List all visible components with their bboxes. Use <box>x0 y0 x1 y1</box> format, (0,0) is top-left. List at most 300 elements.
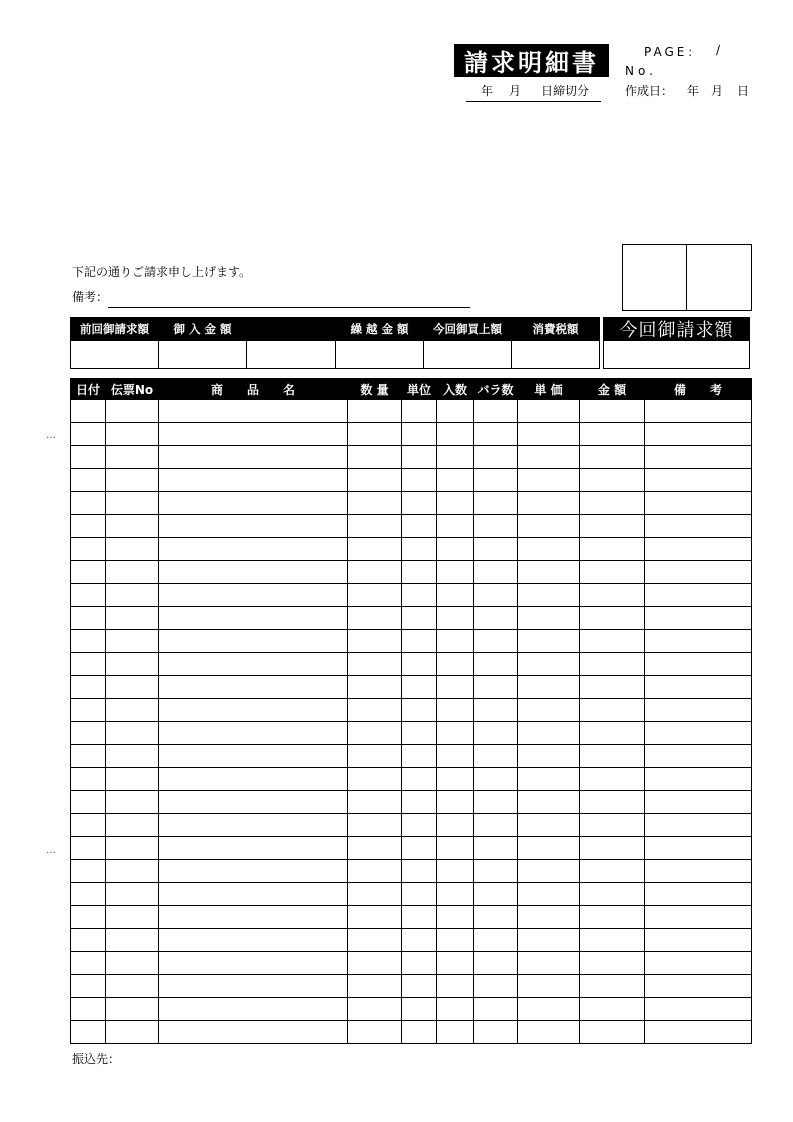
table-cell <box>71 676 106 699</box>
table-cell <box>106 906 159 929</box>
table-cell <box>106 561 159 584</box>
table-cell <box>348 630 402 653</box>
table-cell <box>518 722 580 745</box>
blank-cell <box>247 341 336 369</box>
table-cell <box>645 676 752 699</box>
total-billing-cell <box>603 341 750 369</box>
table-cell <box>437 906 474 929</box>
table-cell <box>518 952 580 975</box>
table-cell <box>71 975 106 998</box>
table-cell <box>71 906 106 929</box>
created-year-label: 年 <box>687 84 700 98</box>
table-row <box>71 837 752 860</box>
table-cell <box>71 860 106 883</box>
table-row <box>71 538 752 561</box>
table-cell <box>348 676 402 699</box>
table-cell <box>348 837 402 860</box>
table-cell <box>71 561 106 584</box>
table-cell <box>580 630 645 653</box>
table-cell <box>348 975 402 998</box>
table-cell <box>348 423 402 446</box>
table-cell <box>580 607 645 630</box>
table-cell <box>402 722 437 745</box>
table-cell <box>402 975 437 998</box>
table-cell <box>159 975 348 998</box>
table-cell <box>518 883 580 906</box>
table-cell <box>402 906 437 929</box>
carryover-header: 繰 越 金 額 <box>336 318 424 341</box>
table-row <box>71 630 752 653</box>
table-cell <box>474 929 518 952</box>
col-amount: 金 額 <box>580 379 645 400</box>
table-cell <box>518 423 580 446</box>
table-cell <box>159 515 348 538</box>
table-cell <box>474 538 518 561</box>
line-items-table <box>70 378 752 1044</box>
page-label: PAGE： <box>644 45 703 59</box>
remarks-label: 備考： <box>72 290 109 304</box>
table-cell <box>580 699 645 722</box>
table-cell <box>159 791 348 814</box>
table-cell <box>518 975 580 998</box>
table-cell <box>518 929 580 952</box>
table-cell <box>159 837 348 860</box>
table-cell <box>474 515 518 538</box>
table-cell <box>645 653 752 676</box>
table-row <box>71 745 752 768</box>
table-cell <box>474 676 518 699</box>
table-cell <box>159 768 348 791</box>
table-cell <box>402 676 437 699</box>
table-cell <box>402 883 437 906</box>
table-cell <box>402 423 437 446</box>
table-cell <box>518 906 580 929</box>
table-cell <box>580 814 645 837</box>
billing-notice: 下記の通りご請求申し上げます。 <box>72 265 252 279</box>
table-cell <box>402 607 437 630</box>
table-cell <box>437 883 474 906</box>
table-cell <box>580 515 645 538</box>
line-items-body <box>71 400 752 1044</box>
table-cell <box>437 676 474 699</box>
table-cell <box>518 837 580 860</box>
table-row <box>71 768 752 791</box>
table-row <box>71 791 752 814</box>
table-cell <box>474 791 518 814</box>
table-row <box>71 423 752 446</box>
table-cell <box>437 791 474 814</box>
table-row <box>71 814 752 837</box>
table-cell <box>474 998 518 1021</box>
document-title: 請求明細書 <box>454 44 609 77</box>
table-row <box>71 906 752 929</box>
table-cell <box>106 860 159 883</box>
table-cell <box>437 768 474 791</box>
col-quantity: 数 量 <box>348 379 402 400</box>
table-cell <box>348 929 402 952</box>
table-cell <box>645 837 752 860</box>
document-number-label: No. <box>625 64 657 78</box>
table-cell <box>71 791 106 814</box>
table-cell <box>106 1021 159 1044</box>
table-cell <box>71 423 106 446</box>
margin-mark: … <box>46 430 57 441</box>
table-cell <box>474 837 518 860</box>
table-cell <box>474 561 518 584</box>
table-cell <box>580 538 645 561</box>
table-cell <box>474 584 518 607</box>
table-cell <box>645 860 752 883</box>
table-cell <box>71 446 106 469</box>
table-cell <box>348 1021 402 1044</box>
table-cell <box>159 929 348 952</box>
table-cell <box>437 929 474 952</box>
table-cell <box>518 469 580 492</box>
table-cell <box>159 1021 348 1044</box>
table-cell <box>474 975 518 998</box>
table-cell <box>437 975 474 998</box>
remarks-line <box>108 307 470 308</box>
table-cell <box>402 630 437 653</box>
table-cell <box>645 745 752 768</box>
table-cell <box>645 814 752 837</box>
table-row <box>71 883 752 906</box>
table-cell <box>402 446 437 469</box>
table-cell <box>437 952 474 975</box>
blank-header <box>247 318 336 341</box>
table-cell <box>348 906 402 929</box>
table-cell <box>71 469 106 492</box>
table-cell <box>580 561 645 584</box>
table-cell <box>580 423 645 446</box>
table-cell <box>645 883 752 906</box>
table-cell <box>437 1021 474 1044</box>
table-cell <box>518 791 580 814</box>
table-cell <box>645 538 752 561</box>
created-month-label: 月 <box>711 84 724 98</box>
cutoff-month-label: 月 <box>509 84 522 98</box>
table-cell <box>159 607 348 630</box>
table-row <box>71 1021 752 1044</box>
table-cell <box>159 906 348 929</box>
table-cell <box>71 653 106 676</box>
table-cell <box>106 630 159 653</box>
seal-divider <box>686 245 687 310</box>
table-cell <box>106 699 159 722</box>
col-remarks: 備 考 <box>645 379 752 400</box>
table-cell <box>71 630 106 653</box>
table-row <box>71 860 752 883</box>
table-cell <box>348 998 402 1021</box>
table-cell <box>474 745 518 768</box>
table-cell <box>159 860 348 883</box>
page-slash: / <box>716 43 721 57</box>
table-cell <box>159 561 348 584</box>
table-cell <box>645 768 752 791</box>
table-cell <box>645 584 752 607</box>
payment-received-header: 御 入 金 額 <box>159 318 247 341</box>
table-cell <box>518 446 580 469</box>
table-cell <box>580 722 645 745</box>
table-cell <box>402 745 437 768</box>
table-row <box>71 607 752 630</box>
table-cell <box>474 400 518 423</box>
table-row <box>71 400 752 423</box>
table-cell <box>645 722 752 745</box>
table-cell <box>474 607 518 630</box>
table-cell <box>71 1021 106 1044</box>
table-cell <box>348 952 402 975</box>
table-cell <box>159 630 348 653</box>
table-cell <box>580 952 645 975</box>
table-cell <box>106 469 159 492</box>
table-cell <box>348 860 402 883</box>
table-cell <box>348 492 402 515</box>
summary-header-row <box>71 318 600 341</box>
table-cell <box>159 952 348 975</box>
col-date: 日付 <box>71 379 106 400</box>
table-cell <box>348 561 402 584</box>
table-cell <box>348 584 402 607</box>
table-cell <box>348 653 402 676</box>
table-cell <box>348 722 402 745</box>
table-cell <box>518 515 580 538</box>
line-items-header-row <box>71 379 752 400</box>
table-cell <box>159 883 348 906</box>
previous-billing-cell <box>71 341 159 369</box>
table-cell <box>580 446 645 469</box>
table-cell <box>402 538 437 561</box>
table-cell <box>645 423 752 446</box>
table-cell <box>645 929 752 952</box>
col-pack-count: 入数 <box>437 379 474 400</box>
table-cell <box>106 929 159 952</box>
table-cell <box>402 515 437 538</box>
table-row <box>71 446 752 469</box>
table-cell <box>518 699 580 722</box>
table-cell <box>518 584 580 607</box>
table-cell <box>645 975 752 998</box>
table-cell <box>71 607 106 630</box>
col-unit-price: 単 価 <box>518 379 580 400</box>
table-cell <box>402 860 437 883</box>
table-cell <box>474 423 518 446</box>
summary-value-row <box>71 341 600 369</box>
current-purchases-cell <box>424 341 512 369</box>
table-cell <box>437 400 474 423</box>
table-cell <box>106 423 159 446</box>
table-cell <box>437 699 474 722</box>
table-cell <box>106 400 159 423</box>
table-cell <box>645 607 752 630</box>
table-cell <box>474 630 518 653</box>
table-cell <box>474 1021 518 1044</box>
table-cell <box>402 400 437 423</box>
table-cell <box>402 561 437 584</box>
table-cell <box>402 584 437 607</box>
table-cell <box>645 699 752 722</box>
table-cell <box>645 400 752 423</box>
table-cell <box>580 676 645 699</box>
table-cell <box>437 515 474 538</box>
bank-transfer-label: 振込先： <box>72 1052 121 1066</box>
summary-table <box>70 317 600 369</box>
table-cell <box>518 400 580 423</box>
total-billing-header: 今回御請求額 <box>603 317 750 341</box>
table-cell <box>474 699 518 722</box>
col-slip-no: 伝票No <box>106 379 159 400</box>
payment-received-cell <box>159 341 247 369</box>
table-cell <box>474 883 518 906</box>
table-cell <box>645 998 752 1021</box>
table-cell <box>518 630 580 653</box>
table-cell <box>106 998 159 1021</box>
table-cell <box>580 1021 645 1044</box>
table-cell <box>159 814 348 837</box>
table-cell <box>437 538 474 561</box>
table-cell <box>580 768 645 791</box>
table-cell <box>71 998 106 1021</box>
table-row <box>71 699 752 722</box>
table-cell <box>474 469 518 492</box>
table-cell <box>159 653 348 676</box>
col-unit: 単位 <box>402 379 437 400</box>
table-cell <box>348 607 402 630</box>
table-cell <box>580 745 645 768</box>
table-cell <box>580 883 645 906</box>
table-cell <box>580 929 645 952</box>
table-cell <box>106 584 159 607</box>
table-cell <box>71 722 106 745</box>
table-cell <box>580 837 645 860</box>
table-cell <box>106 722 159 745</box>
table-cell <box>71 400 106 423</box>
previous-billing-header: 前回御請求額 <box>71 318 159 341</box>
table-cell <box>437 860 474 883</box>
table-row <box>71 561 752 584</box>
table-cell <box>518 607 580 630</box>
table-cell <box>518 998 580 1021</box>
table-cell <box>402 699 437 722</box>
table-cell <box>580 906 645 929</box>
carryover-cell <box>336 341 424 369</box>
col-loose-count: バラ数 <box>474 379 518 400</box>
table-cell <box>474 768 518 791</box>
consumption-tax-cell <box>512 341 600 369</box>
table-cell <box>645 791 752 814</box>
table-cell <box>106 676 159 699</box>
table-cell <box>71 492 106 515</box>
seal-stamp-box <box>622 244 752 311</box>
table-cell <box>580 400 645 423</box>
table-cell <box>348 791 402 814</box>
table-cell <box>645 446 752 469</box>
table-cell <box>402 492 437 515</box>
table-cell <box>437 998 474 1021</box>
table-cell <box>437 630 474 653</box>
table-row <box>71 975 752 998</box>
col-product-name: 商 品 名 <box>159 379 348 400</box>
table-row <box>71 952 752 975</box>
table-cell <box>474 952 518 975</box>
table-cell <box>106 791 159 814</box>
table-cell <box>645 1021 752 1044</box>
table-cell <box>348 515 402 538</box>
table-cell <box>106 653 159 676</box>
table-cell <box>645 906 752 929</box>
table-cell <box>474 653 518 676</box>
table-cell <box>645 630 752 653</box>
table-cell <box>348 768 402 791</box>
table-row <box>71 676 752 699</box>
table-cell <box>159 538 348 561</box>
table-row <box>71 515 752 538</box>
table-cell <box>437 837 474 860</box>
cutoff-date-field <box>466 82 601 102</box>
table-cell <box>437 446 474 469</box>
table-cell <box>71 538 106 561</box>
table-cell <box>580 998 645 1021</box>
table-cell <box>106 814 159 837</box>
table-cell <box>348 400 402 423</box>
table-cell <box>106 768 159 791</box>
table-cell <box>474 906 518 929</box>
margin-mark: … <box>46 845 57 856</box>
table-cell <box>580 653 645 676</box>
table-cell <box>518 768 580 791</box>
table-cell <box>348 699 402 722</box>
table-cell <box>71 814 106 837</box>
table-cell <box>580 584 645 607</box>
table-cell <box>348 745 402 768</box>
table-cell <box>402 653 437 676</box>
table-cell <box>159 469 348 492</box>
table-cell <box>402 837 437 860</box>
table-row <box>71 469 752 492</box>
current-purchases-header: 今回御買上額 <box>424 318 512 341</box>
table-cell <box>71 929 106 952</box>
table-cell <box>106 607 159 630</box>
table-cell <box>159 400 348 423</box>
table-cell <box>71 952 106 975</box>
table-row <box>71 722 752 745</box>
table-row <box>71 653 752 676</box>
table-cell <box>474 722 518 745</box>
table-cell <box>580 492 645 515</box>
table-cell <box>518 1021 580 1044</box>
table-cell <box>348 883 402 906</box>
table-cell <box>159 676 348 699</box>
table-cell <box>437 492 474 515</box>
table-cell <box>580 975 645 998</box>
created-date-label: 作成日： <box>625 84 674 98</box>
table-cell <box>71 883 106 906</box>
table-cell <box>645 515 752 538</box>
table-cell <box>580 469 645 492</box>
table-cell <box>106 883 159 906</box>
table-row <box>71 492 752 515</box>
table-cell <box>71 837 106 860</box>
table-cell <box>437 814 474 837</box>
total-billing-box <box>603 317 750 369</box>
table-cell <box>645 561 752 584</box>
table-cell <box>518 492 580 515</box>
table-cell <box>474 446 518 469</box>
table-cell <box>645 952 752 975</box>
table-cell <box>71 745 106 768</box>
cutoff-day-label: 日締切分 <box>541 84 590 98</box>
table-cell <box>437 722 474 745</box>
